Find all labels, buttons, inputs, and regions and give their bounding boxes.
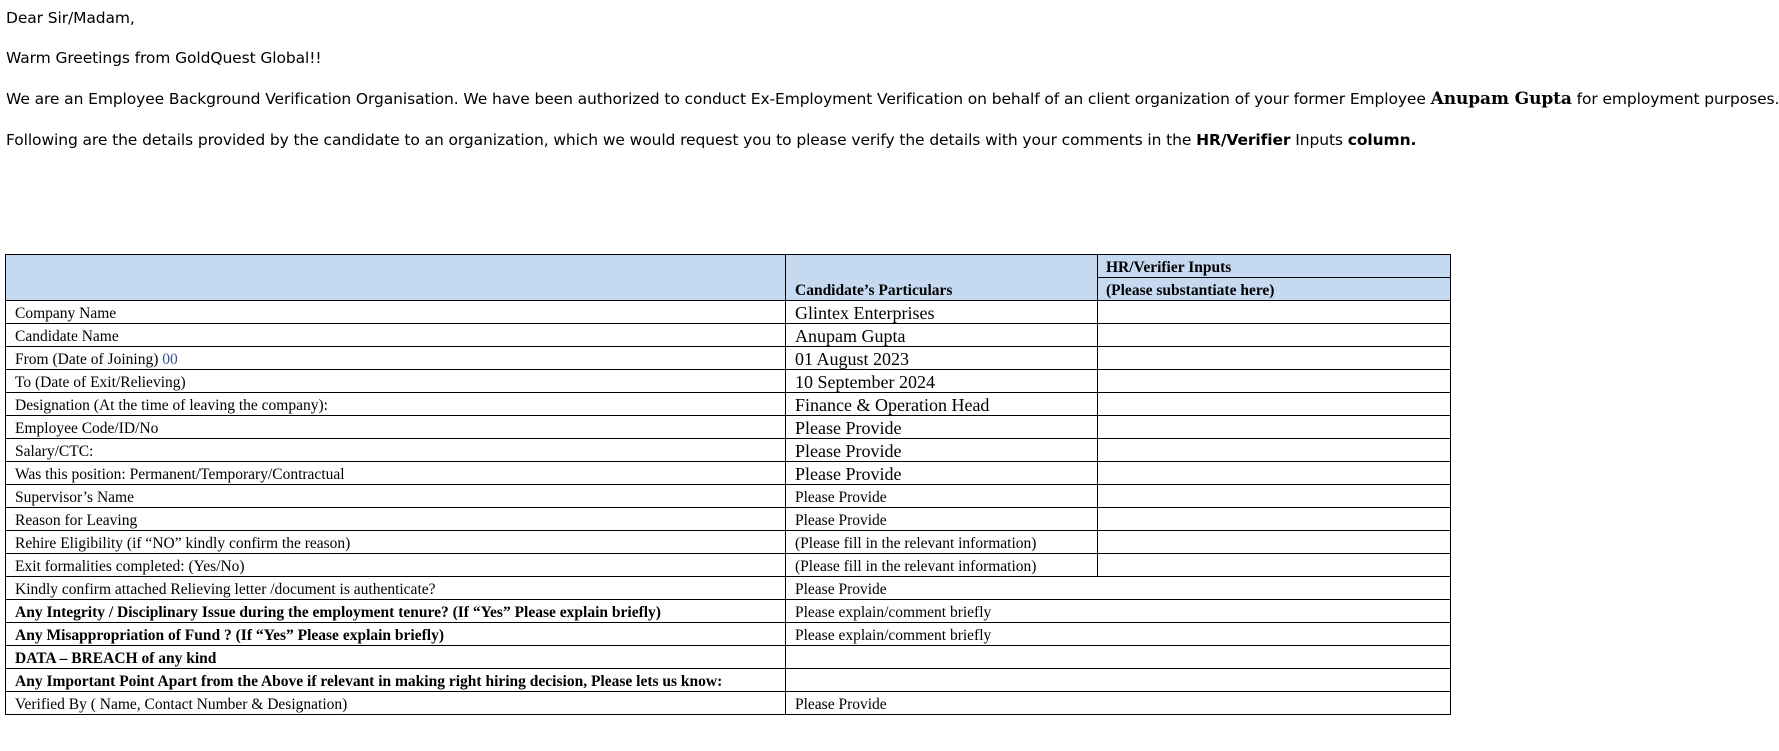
row-value: Please Provide — [786, 508, 1098, 531]
table-row-rehire — [6, 531, 1451, 554]
table-row-joining — [6, 347, 1451, 370]
hr-input-cell[interactable] — [1098, 301, 1451, 324]
table-row-position-type — [6, 462, 1451, 485]
row-value: Please Provide — [786, 485, 1098, 508]
row-value: Anupam Gupta — [786, 324, 1098, 347]
row-value: 01 August 2023 — [786, 347, 1098, 370]
verification-table — [5, 254, 1451, 715]
row-label-text: From (Date of Joining) — [15, 351, 163, 368]
request-column: column. — [1347, 131, 1417, 149]
header-blank-cell — [6, 255, 786, 301]
table-row-exit-formalities — [6, 554, 1451, 577]
row-label: Rehire Eligibility (if “NO” kindly confirm the reason) — [6, 531, 786, 554]
header-hr-inputs: HR/Verifier Inputs — [1098, 255, 1451, 278]
row-value: Please Provide — [786, 692, 1451, 715]
header-particulars: Candidate’s Particulars — [786, 255, 1098, 301]
row-value: Please Provide — [786, 439, 1098, 462]
row-value: Please explain/comment briefly — [786, 600, 1451, 623]
row-label: Supervisor’s Name — [6, 485, 786, 508]
row-label: Company Name — [6, 301, 786, 324]
table-row-reason — [6, 508, 1451, 531]
letter-intro — [6, 89, 1779, 109]
table-row-relieving-letter — [6, 577, 1451, 600]
row-label: Reason for Leaving — [6, 508, 786, 531]
row-label: Candidate Name — [6, 324, 786, 347]
row-value: (Please fill in the relevant information) — [786, 531, 1098, 554]
row-value: Finance & Operation Head — [786, 393, 1098, 416]
hr-input-cell[interactable] — [1098, 485, 1451, 508]
row-label: Any Important Point Apart from the Above if relevant in making right hiring decision, Please lets us know: — [6, 669, 786, 692]
hr-input-cell[interactable] — [1098, 393, 1451, 416]
hr-input-cell[interactable] — [1098, 416, 1451, 439]
request-hr: HR/Verifier — [1196, 131, 1291, 149]
row-label: Kindly confirm attached Relieving letter /document is authenticate? — [6, 577, 786, 600]
row-value: Please Provide — [786, 462, 1098, 485]
hr-input-cell[interactable] — [1098, 508, 1451, 531]
row-label: Was this position: Permanent/Temporary/Contractual — [6, 462, 786, 485]
row-label: Any Misappropriation of Fund ? (If “Yes” Please explain briefly) — [6, 623, 786, 646]
letter-request — [6, 131, 1416, 149]
request-text: Following are the details provided by the candidate to an organization, which we would request you to please verify the details with your comments in the — [6, 131, 1197, 149]
row-label: Verified By ( Name, Contact Number & Designation) — [6, 692, 786, 715]
row-label: Salary/CTC: — [6, 439, 786, 462]
letter-greeting: Dear Sir/Madam, — [6, 9, 135, 27]
row-value: (Please fill in the relevant information) — [786, 554, 1098, 577]
table-row-candidate — [6, 324, 1451, 347]
row-label — [6, 347, 786, 370]
hr-input-cell[interactable] — [1098, 324, 1451, 347]
table-row-designation — [6, 393, 1451, 416]
row-label: Exit formalities completed: (Yes/No) — [6, 554, 786, 577]
intro-text-end: for employment purposes. — [1571, 90, 1779, 108]
row-label: DATA – BREACH of any kind — [6, 646, 786, 669]
table-row-supervisor — [6, 485, 1451, 508]
request-inputs: Inputs — [1290, 131, 1348, 149]
row-label: To (Date of Exit/Relieving) — [6, 370, 786, 393]
employee-name: Anupam Gupta — [1430, 89, 1572, 109]
row-label-suffix: 00 — [162, 351, 178, 368]
table-row-exit — [6, 370, 1451, 393]
row-value[interactable] — [786, 646, 1451, 669]
row-label: Employee Code/ID/No — [6, 416, 786, 439]
table-row-employee-code — [6, 416, 1451, 439]
table-row-integrity — [6, 600, 1451, 623]
letter-warm-greeting: Warm Greetings from GoldQuest Global!! — [6, 49, 322, 67]
row-label: Any Integrity / Disciplinary Issue during the employment tenure? (If “Yes” Please explain briefly) — [6, 600, 786, 623]
table-row-salary — [6, 439, 1451, 462]
hr-input-cell[interactable] — [1098, 554, 1451, 577]
table-row-verified-by — [6, 692, 1451, 715]
table-row-company — [6, 301, 1451, 324]
hr-input-cell[interactable] — [1098, 439, 1451, 462]
hr-input-cell[interactable] — [1098, 462, 1451, 485]
hr-input-cell[interactable] — [1098, 531, 1451, 554]
header-hr-substantiate: (Please substantiate here) — [1098, 278, 1451, 301]
row-value: 10 September 2024 — [786, 370, 1098, 393]
row-value: Please explain/comment briefly — [786, 623, 1451, 646]
table-row-important-point — [6, 669, 1451, 692]
intro-text: We are an Employee Background Verification Organisation. We have been authorized to conduct Ex-Employment Verification on behalf of an client organization of your former Employee — [6, 90, 1431, 108]
table-row-misappropriation — [6, 623, 1451, 646]
row-value: Please Provide — [786, 577, 1451, 600]
row-value: Please Provide — [786, 416, 1098, 439]
row-value: Glintex Enterprises — [786, 301, 1098, 324]
row-label: Designation (At the time of leaving the company): — [6, 393, 786, 416]
hr-input-cell[interactable] — [1098, 347, 1451, 370]
hr-input-cell[interactable] — [1098, 370, 1451, 393]
row-value[interactable] — [786, 669, 1451, 692]
table-row-data-breach — [6, 646, 1451, 669]
